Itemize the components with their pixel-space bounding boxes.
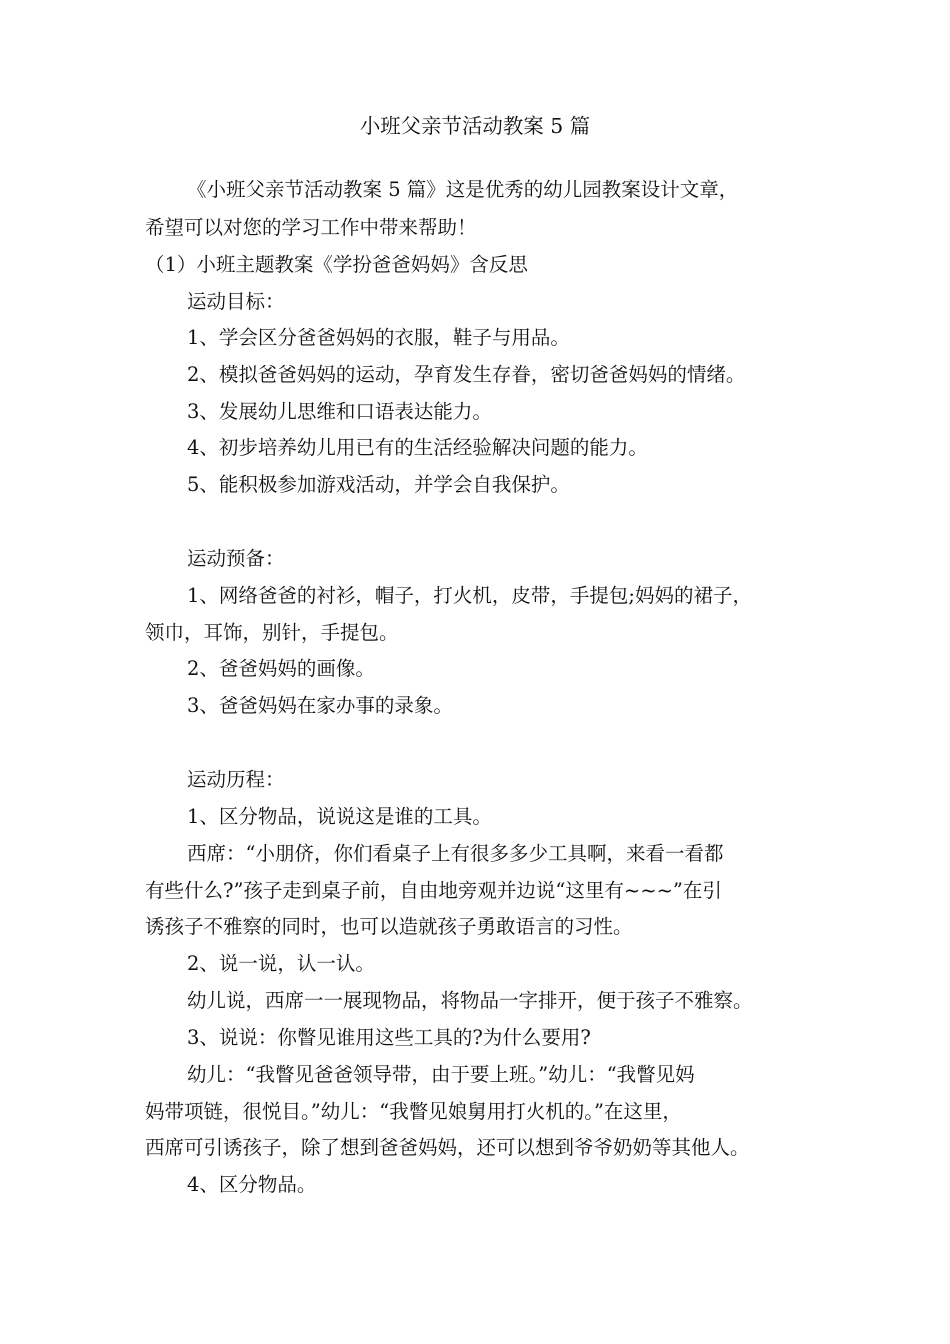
- process-step-3: 3、说说：你瞥见谁用这些工具的?为什么要用?: [187, 1026, 591, 1049]
- preparation-item-1: 1、网络爸爸的衬衫，帽子，打火机，皮带，手提包;妈妈的裙子，: [187, 584, 752, 607]
- process-step-3-text-3: 西席可引诱孩子，除了想到爸爸妈妈，还可以想到爷爷奶奶等其他人。: [145, 1136, 750, 1159]
- goals-heading: 运动目标：: [187, 290, 285, 313]
- goal-item-3: 3、发展幼儿思维和口语表达能力。: [187, 400, 492, 423]
- process-step-3-text-1: 幼儿：“我瞥见爸爸领导带，由于要上班。”幼儿：“我瞥见妈: [187, 1063, 695, 1086]
- goal-item-4: 4、初步培养幼儿用已有的生活经验解决问题的能力。: [187, 436, 648, 459]
- goal-item-2: 2、模拟爸爸妈妈的运动，孕育发生存眷，密切爸爸妈妈的情绪。: [187, 363, 746, 386]
- preparation-item-2: 2、爸爸妈妈的画像。: [187, 657, 375, 680]
- section-heading: （1）小班主题教案《学扮爸爸妈妈》含反思: [145, 253, 528, 276]
- process-step-2-text: 幼儿说，西席一一展现物品，将物品一字排开，便于孩子不雅察。: [187, 989, 753, 1012]
- goal-item-5: 5、能积极参加游戏活动，并学会自我保护。: [187, 473, 570, 496]
- process-step-1-text-1: 西席：“小朋侪，你们看桌子上有很多多少工具啊，来看一看都: [187, 842, 724, 865]
- goal-item-1: 1、学会区分爸爸妈妈的衣服，鞋子与用品。: [187, 326, 570, 349]
- intro-paragraph-line-1: 《小班父亲节活动教案 5 篇》这是优秀的幼儿园教案设计文章，: [187, 178, 739, 201]
- process-heading: 运动历程：: [187, 768, 285, 791]
- process-step-4: 4、区分物品。: [187, 1173, 317, 1196]
- process-step-3-text-2: 妈带项链，很悦目。”幼儿：“我瞥见娘舅用打火机的。”在这里，: [145, 1100, 682, 1123]
- preparation-heading: 运动预备：: [187, 547, 285, 570]
- process-step-2: 2、说一说，认一认。: [187, 952, 375, 975]
- process-step-1: 1、区分物品，说说这是谁的工具。: [187, 805, 492, 828]
- preparation-item-3: 3、爸爸妈妈在家办事的录象。: [187, 694, 453, 717]
- intro-paragraph-line-2: 希望可以对您的学习工作中带来帮助！: [145, 216, 477, 239]
- document-title: 小班父亲节活动教案 5 篇: [359, 114, 591, 138]
- preparation-item-1-cont: 领巾，耳饰，别针，手提包。: [145, 621, 399, 644]
- process-step-1-text-2: 有些什么?”孩子走到桌子前，自由地旁观并边说“这里有~~~”在引: [145, 879, 722, 902]
- process-step-1-text-3: 诱孩子不雅察的同时，也可以造就孩子勇敢语言的习性。: [145, 915, 633, 938]
